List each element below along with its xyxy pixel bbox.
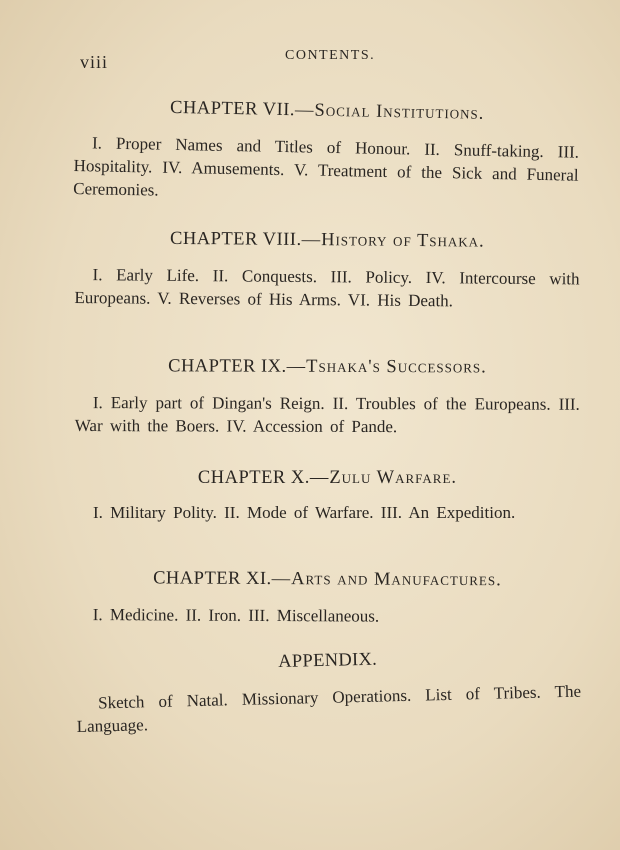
page-number: viii bbox=[80, 52, 109, 72]
chapter-title: —Social Institutions. bbox=[294, 100, 485, 124]
chapter-title: —History of Tshaka. bbox=[301, 229, 485, 252]
appendix-entries: Sketch of Natal. Missionary Operations. List of Tribes. The Language. bbox=[76, 681, 582, 736]
chapter-entries: I. Proper Names and Titles of Honour. II. Snuff-taking. III. Hospitality. IV. Amusements. V. Treatment of the Sick and Funeral Ceremonies. bbox=[73, 133, 580, 200]
chapter-entries: I. Early part of Dingan's Reign. II. Troubles of the Europeans. III. War with the Boers. IV. Accession of Pande. bbox=[74, 393, 580, 437]
chapter-ix bbox=[75, 356, 580, 439]
chapter-vii bbox=[73, 96, 580, 210]
running-head bbox=[80, 44, 550, 74]
chapter-label: CHAPTER X. bbox=[197, 468, 310, 488]
chapter-label: CHAPTER VIII. bbox=[169, 228, 302, 250]
chapter-entries: I. Medicine. II. Iron. III. Miscellaneous. bbox=[92, 605, 380, 626]
chapter-heading bbox=[75, 468, 580, 489]
chapter-entries: I. Military Polity. II. Mode of Warfare. III. An Expedition. bbox=[93, 503, 516, 522]
chapter-heading bbox=[75, 356, 580, 379]
chapter-heading bbox=[75, 568, 580, 592]
appendix bbox=[75, 645, 582, 738]
chapter-viii bbox=[74, 228, 580, 313]
chapter-title: —Arts and Manufactures. bbox=[271, 569, 502, 591]
chapter-xi bbox=[75, 568, 580, 629]
chapter-title: —Zulu Warfare. bbox=[309, 468, 458, 488]
chapter-heading bbox=[75, 228, 580, 253]
chapter-x bbox=[75, 468, 580, 524]
chapter-label: CHAPTER XI. bbox=[153, 568, 272, 590]
appendix-heading: APPENDIX. bbox=[278, 649, 378, 673]
chapter-title: —Tshaka's Successors. bbox=[286, 356, 487, 378]
running-title: CONTENTS. bbox=[285, 48, 376, 63]
chapter-entries: I. Early Life. II. Conquests. III. Policy. IV. Intercourse with Europeans. V. Reverses of His Arms. VI. His Death. bbox=[74, 265, 580, 311]
chapter-label: CHAPTER VII. bbox=[169, 97, 296, 121]
chapter-label: CHAPTER IX. bbox=[168, 356, 287, 377]
chapter-heading bbox=[75, 96, 580, 127]
